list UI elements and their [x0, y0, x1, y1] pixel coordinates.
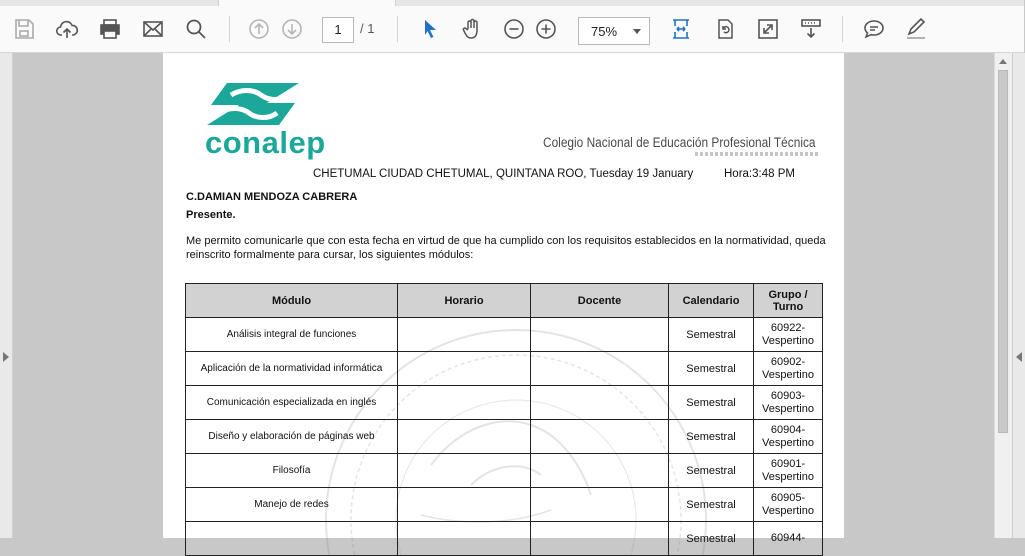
logo-wordmark: conalep: [205, 125, 326, 160]
calendario-cell: Semestral: [669, 318, 754, 352]
hand-tool-icon[interactable]: [456, 13, 488, 45]
greeting: Presente.: [186, 209, 236, 221]
grupo-value: 60902-: [770, 355, 806, 368]
print-icon[interactable]: [94, 13, 126, 45]
grupo-value: 60922-: [770, 321, 806, 334]
page-down-icon[interactable]: [276, 13, 308, 45]
fit-width-icon[interactable]: [665, 13, 697, 45]
turno-value: Vespertino: [762, 334, 814, 347]
table-row: [186, 352, 823, 386]
expand-left-icon: [3, 352, 9, 362]
turno-value: Vespertino: [762, 470, 814, 483]
vertical-scrollbar[interactable]: [994, 53, 1012, 538]
grupo-turno-cell: [754, 318, 823, 352]
zoom-out-icon[interactable]: [498, 13, 530, 45]
calendario-cell: Semestral: [669, 488, 754, 522]
save-icon[interactable]: [8, 13, 40, 45]
docente-cell: [531, 454, 669, 488]
grupo-turno-cell: [754, 522, 823, 556]
calendario-cell: Semestral: [669, 420, 754, 454]
page-total-label: / 1: [360, 21, 375, 36]
table-row: [186, 522, 823, 556]
table-row: [186, 420, 823, 454]
modulo-cell: Filosofía: [186, 454, 398, 488]
column-header-docente: Docente: [531, 284, 669, 318]
turno-value: Vespertino: [762, 402, 814, 415]
time-line: Hora:3:48 PM: [724, 168, 795, 180]
calendario-cell: Semestral: [669, 522, 754, 556]
turno-value: Vespertino: [762, 436, 814, 449]
upload-cloud-icon[interactable]: [51, 13, 83, 45]
docente-cell: [531, 420, 669, 454]
column-header-modulo: Módulo: [186, 284, 398, 318]
pdf-page: [163, 53, 844, 545]
grupo-turno-cell: [754, 488, 823, 522]
table-row: [186, 386, 823, 420]
horario-cell: [398, 318, 531, 352]
horario-cell: [398, 352, 531, 386]
date-line: CHETUMAL CIUDAD CHETUMAL, QUINTANA ROO, Tuesday 19 January: [313, 168, 694, 180]
calendario-cell: Semestral: [669, 454, 754, 488]
grupo-value: 60905-: [770, 491, 806, 504]
toolbar-divider: [842, 16, 843, 42]
grupo-value: 60904-: [770, 423, 806, 436]
page-up-icon[interactable]: [243, 13, 275, 45]
scrollbar-thumb[interactable]: [998, 70, 1008, 433]
grupo-turno-cell: [754, 386, 823, 420]
comment-icon[interactable]: [858, 13, 890, 45]
email-icon[interactable]: [137, 13, 169, 45]
modules-table: [185, 283, 823, 556]
table-row: [186, 318, 823, 352]
toolbar-divider: [397, 16, 398, 42]
zoom-select[interactable]: [578, 17, 650, 45]
horario-cell: [398, 454, 531, 488]
grupo-turno-cell: [754, 420, 823, 454]
modulo-cell: Comunicación especializada en inglés: [186, 386, 398, 420]
modulo-cell: Manejo de redes: [186, 488, 398, 522]
docente-cell: [531, 352, 669, 386]
horario-cell: [398, 386, 531, 420]
docente-cell: [531, 488, 669, 522]
zoom-value: 75%: [591, 24, 618, 39]
page-number-input[interactable]: 1: [322, 17, 354, 43]
column-header-calendario: Calendario: [669, 284, 754, 318]
turno-value: Vespertino: [762, 504, 814, 517]
pdf-toolbar: [0, 6, 1024, 53]
grupo-turno-cell: [754, 454, 823, 488]
horario-cell: [398, 420, 531, 454]
zoom-in-icon[interactable]: [530, 13, 562, 45]
docente-cell: [531, 522, 669, 556]
right-panel-handle[interactable]: [1012, 53, 1025, 538]
column-header-grupo-turno: Grupo / Turno: [754, 284, 823, 318]
docente-cell: [531, 386, 669, 420]
conalep-logo: [205, 81, 301, 127]
grupo-value: 60903-: [770, 389, 806, 402]
horario-cell: [398, 522, 531, 556]
docente-cell: [531, 318, 669, 352]
grupo-value: 60944-: [770, 532, 806, 544]
chevron-down-icon: [633, 29, 641, 34]
modulo-cell: Análisis integral de funciones: [186, 318, 398, 352]
toolbar-divider: [229, 16, 230, 42]
rotate-page-icon[interactable]: [709, 13, 741, 45]
scroll-up-icon[interactable]: [999, 59, 1007, 64]
calendario-cell: Semestral: [669, 386, 754, 420]
table-header-row: [186, 284, 823, 318]
search-icon[interactable]: [180, 13, 212, 45]
table-row: [186, 454, 823, 488]
body-paragraph: Me permito comunicarle que con esta fecha en virtud de que ha cumplido con los requisitos establecidos en la normatividad, queda reinscrito formalmente para cursar, los siguientes módulos:: [186, 235, 826, 261]
column-header-horario: Horario: [398, 284, 531, 318]
modulo-cell: [186, 522, 398, 556]
left-panel-handle[interactable]: [0, 53, 13, 538]
institution-name: Colegio Nacional de Educación Profesional Técnica: [543, 135, 816, 150]
modulo-cell: Aplicación de la normatividad informática: [186, 352, 398, 386]
expand-right-icon: [1016, 352, 1022, 362]
grupo-value: 60901-: [770, 457, 806, 470]
turno-value: Vespertino: [762, 368, 814, 381]
fullscreen-icon[interactable]: [752, 13, 784, 45]
grupo-turno-cell: [754, 352, 823, 386]
read-mode-icon[interactable]: [795, 13, 827, 45]
horario-cell: [398, 488, 531, 522]
sign-pen-icon[interactable]: [900, 13, 932, 45]
calendario-cell: Semestral: [669, 352, 754, 386]
institution-subline: [695, 152, 819, 156]
modulo-cell: Diseño y elaboración de páginas web: [186, 420, 398, 454]
table-row: [186, 488, 823, 522]
select-cursor-icon[interactable]: [414, 13, 446, 45]
addressee-name: C.DAMIAN MENDOZA CABRERA: [186, 191, 358, 203]
